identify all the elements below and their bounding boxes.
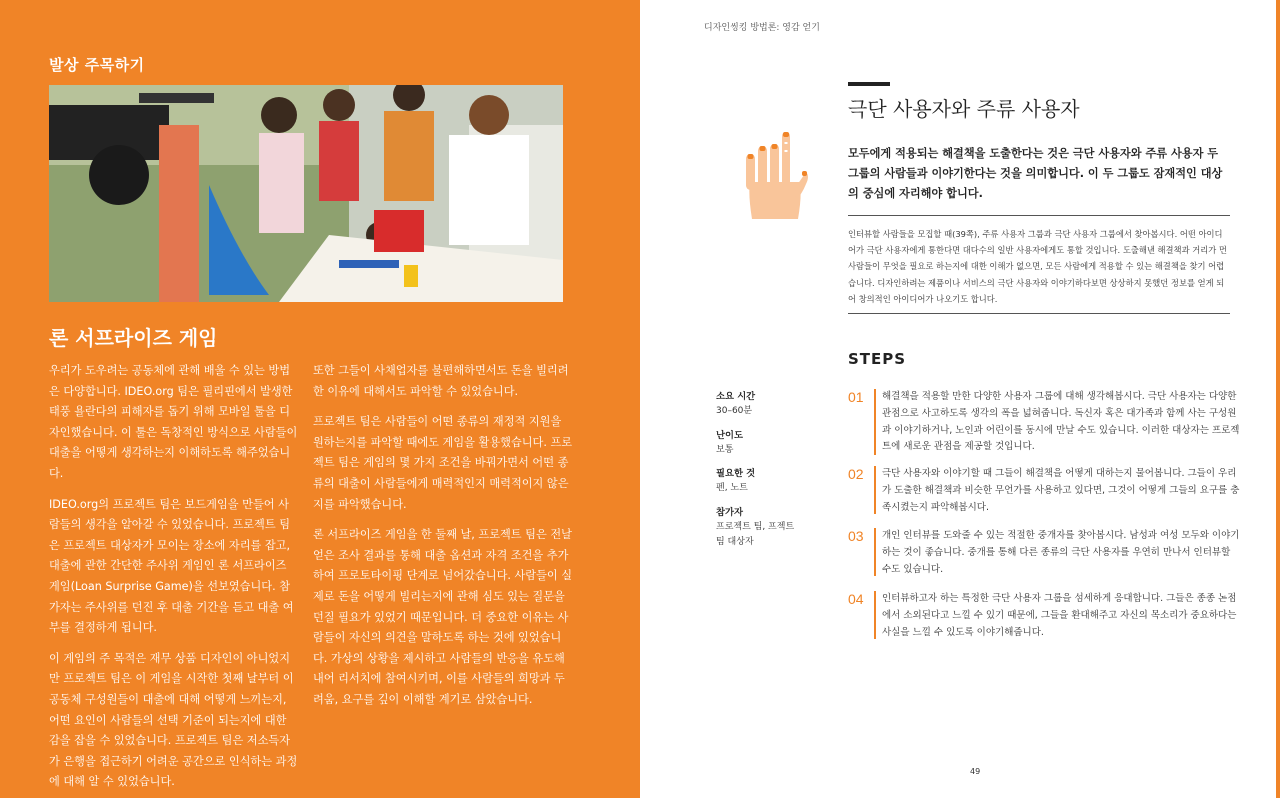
meta-value-needs: 펜, 노트 (716, 483, 748, 493)
page-number: 49 (970, 767, 981, 776)
meta-label-needs: 필요한 것 (716, 468, 756, 479)
story-title: 론 서프라이즈 게임 (49, 326, 218, 350)
hand-icon (740, 124, 810, 224)
step-text: 해결책을 적용할 만한 다양한 사용자 그룹에 대해 생각해봅시다. 극단 사용자는 다양한 관점으로 사고하도록 생각의 폭을 넓혀줍니다. 독신자 혹은 대가족과 함께 사는 구성원과 이야기하거나, 노인과 어린이를 동시에 만날 수도 있습니다. 이러한 대상자는 프로젝트에 새로운 관점을 제공할 것입니다. (882, 391, 1240, 453)
step-number: 02 (848, 466, 864, 482)
step-text: 극단 사용자와 이야기할 때 그들이 해결책을 어떻게 대하는지 물어봅니다. 그들이 우리가 도출한 해결책과 비슷한 무언가를 사용하고 있다면, 그것이 어떻게 그들의 요구를 충족시켰는지 파악해봅시다. (882, 468, 1240, 513)
step-item (848, 591, 1238, 639)
left-heading: 발상 주목하기 (49, 56, 145, 74)
left-page (0, 0, 640, 798)
left-column-2 (313, 361, 575, 721)
right-page (640, 0, 1280, 798)
step-number: 03 (848, 528, 864, 544)
step-item (848, 389, 1238, 455)
paragraph: 우리가 도우려는 공동체에 관해 배울 수 있는 방법은 다양합니다. IDEO.org 팀은 필리핀에서 발생한 태풍 욜란다의 피해자를 돕기 위해 모바일 툴을 디자인했습니다. 이 툴은 독창적인 방식으로 사람들이 대출을 어떻게 생각하는지 이해하도록 해주었습니다. (49, 364, 298, 480)
step-item (848, 528, 1238, 576)
meta-value-participants: 프로젝트 팀, 프젝트팀 대상자 (716, 521, 795, 547)
step-number: 04 (848, 591, 864, 607)
meta-info (716, 390, 836, 560)
meta-label-participants: 참가자 (716, 506, 743, 518)
paragraph: 론 서프라이즈 게임을 한 둘째 날, 프로젝트 팀은 전날 얻은 조사 결과를 통해 대출 옵션과 자격 조건을 추가하여 프로토타이핑 단계로 넘어갔습니다. 사람들이 실제로 돈을 어떻게 빌리는지에 관해 심도 있는 질문을 던질 필요가 있었기 때문입니다. 더 중요한 이유는 사람들이 자신의 의견을 말하도록 하는 것에 있었습니다. 가상의 상황을 제시하고 사람들의 반응을 유도해내어 리서치에 참여시키며, 이를 사람들의 희망과 두려움, 요구를 깊이 이해할 계기로 삼았습니다. (313, 528, 573, 706)
section-title: 극단 사용자와 주류 사용자 (848, 97, 1080, 121)
step-bar (874, 591, 876, 639)
divider (848, 215, 1230, 216)
running-head: 디자인씽킹 방법론: 영감 얻기 (704, 23, 820, 33)
step-number: 01 (848, 389, 864, 405)
steps-title: STEPS (848, 350, 907, 368)
meta-value-time: 30–60분 (716, 406, 753, 416)
paragraph: IDEO.org의 프로젝트 팀은 보드게임을 만들어 사람들의 생각을 알아갈 수 있었습니다. 프로젝트 팀은 프로젝트 대상자가 모이는 장소에 자리를 잡고, 대출에 관한 간단한 주사위 게임인 론 서프라이즈 게임(Loan Surprise Game)을 선보였습니다. 참가자는 주사위를 던진 후 대출 기간을 듣고 대출 여부를 결정하게 됩니다. (49, 497, 294, 635)
step-bar (874, 389, 876, 455)
meta-value-difficulty: 보통 (716, 444, 734, 455)
step-item (848, 466, 1238, 514)
step-text: 인터뷰하고자 하는 특정한 극단 사용자 그룹을 섬세하게 응대합니다. 그들은 종종 논점에서 소외된다고 느낄 수 있기 때문에, 그들을 환대해주고 자신의 목소리가 중요하다는 사실을 느낄 수 있도록 이야기해줍니다. (882, 593, 1237, 638)
meta-label-difficulty: 난이도 (716, 429, 743, 441)
step-bar (874, 528, 876, 576)
paragraph: 또한 그들이 사채업자를 불편해하면서도 돈을 빌리려 한 이유에 대해서도 파악할 수 있었습니다. (313, 364, 569, 398)
step-text: 개인 인터뷰를 도와줄 수 있는 적절한 중개자를 찾아봅시다. 남성과 여성 모두와 이야기하는 것이 좋습니다. 중개를 통해 다른 종류의 극단 사용자를 우연히 만나서 인터뷰할 수도 있습니다. (882, 530, 1240, 575)
step-bar (874, 466, 876, 514)
workshop-photo (49, 85, 563, 302)
body-paragraph: 인터뷰할 사람들을 모집할 때(39쪽), 주류 사용자 그룹과 극단 사용자 그룹에서 찾아봅시다. 어떤 아이디어가 극단 사용자에게 통한다면 대다수의 일반 사용자에게도 통할 것입니다. 도출해낸 해결책과 거리가 먼 사람들이 무엇을 필요로 하는지에 대한 이해가 없으면, 모든 사람에게 적용할 수 있는 해결책을 찾기 어렵습니다. 디자인하려는 제품이나 서비스의 극단 사용자와 이야기하다보면 상상하지 못했던 정보를 얻게 되어 창의적인 아이디어가 나오기도 합니다. (848, 229, 1227, 304)
lead-paragraph: 모두에게 적용되는 해결책을 도출한다는 것은 극단 사용자와 주류 사용자 두 그룹의 사람들과 이야기한다는 것을 의미합니다. 이 두 그룹도 잠재적인 대상의 중심에 자리해야 합니다. (848, 147, 1223, 200)
title-bar (848, 82, 890, 86)
meta-label-time: 소요 시간 (716, 391, 756, 402)
left-column-1 (49, 361, 299, 803)
divider (848, 313, 1230, 314)
paragraph: 이 게임의 주 목적은 재무 상품 디자인이 아니었지만 프로젝트 팀은 이 게임을 시작한 첫째 날부터 이 공동체 구성원들이 대출에 대해 어떻게 느끼는지, 어떤 요인이 사람들의 선택 기준이 되는지에 대한 감을 잡을 수 있었습니다. 프로젝트 팀은 저소득자가 은행을 접근하기 어려운 공간으로 인식하는 과정에 대해 알 수 있었습니다. (49, 651, 298, 789)
paragraph: 프로젝트 팀은 사람들이 어떤 종류의 재정적 지원을 원하는지를 파악할 때에도 게임을 활용했습니다. 프로젝트 팀은 게임의 몇 가지 조건을 바꿔가면서 어떤 종류의 대출이 사람들에게 매력적인지 매력적이지 않은지를 파악했습니다. (313, 415, 573, 511)
